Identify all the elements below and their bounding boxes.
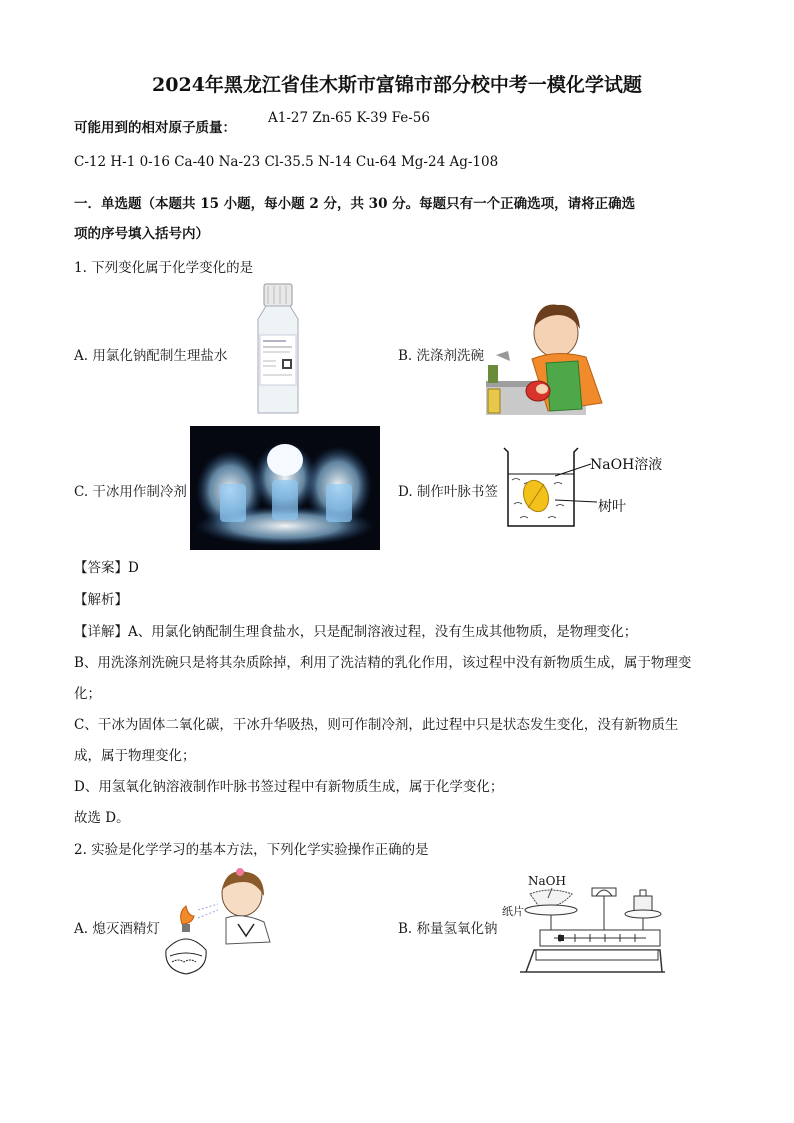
- balance-label-paper: 纸片: [502, 905, 524, 918]
- q1-explanation-line: 成，属于物理变化；: [74, 748, 196, 764]
- atomic-mass-label: 可能用到的相对原子质量：: [74, 120, 236, 136]
- q1-explanation-line: 【详解】A、用氯化钠配制生理食盐水，只是配制溶液过程，没有生成其他物质，是物理变化；: [74, 624, 638, 640]
- saline-bottle-image: [246, 283, 310, 417]
- q1-explanation-line: D、用氢氧化钠溶液制作叶脉书签过程中有新物质生成，属于化学变化；: [74, 779, 504, 795]
- question-1-stem: 1. 下列变化属于化学变化的是: [74, 260, 254, 276]
- q1-option-d: D. 制作叶脉书签: [398, 484, 498, 500]
- alcohol-lamp-image: [160, 866, 272, 978]
- q1-explanation-line: C、干冰为固体二氧化碳，干冰升华吸热，则可作制冷剂，此过程中只是状态发生变化，没有新物质生: [74, 717, 679, 733]
- section-heading-line1: 一．单选题（本题共 15 小题，每小题 2 分，共 30 分。每题只有一个正确选项，请将正确选: [74, 196, 636, 212]
- q1-explanation-line: B、用洗涤剂洗碗只是将其杂质除掉，利用了洗洁精的乳化作用，该过程中没有新物质生成，属于物理变: [74, 655, 692, 671]
- beaker-label-leaf: 树叶: [598, 499, 626, 515]
- washing-dishes-image: [486, 285, 608, 415]
- q1-option-c: C. 干冰用作制冷剂: [74, 484, 187, 500]
- page-title: 2024年黑龙江省佳木斯市富锦市部分校中考一模化学试题: [152, 74, 642, 96]
- section-heading-line2: 项的序号填入括号内）: [74, 226, 209, 242]
- atomic-mass-line2: C-12 H-1 0-16 Ca-40 Na-23 Cl-35.5 N-14 Cu-64 Mg-24 Ag-108: [74, 154, 499, 170]
- q1-analysis-heading: 【解析】: [74, 592, 128, 608]
- q2-option-a: A. 熄灭酒精灯: [74, 921, 160, 937]
- q1-explanation-line: 故选 D。: [74, 810, 130, 826]
- q1-option-a: A. 用氯化钠配制生理盐水: [74, 348, 228, 364]
- q1-answer: 【答案】D: [74, 560, 139, 576]
- question-2-stem: 2. 实验是化学学习的基本方法，下列化学实验操作正确的是: [74, 842, 429, 858]
- dry-ice-image: [190, 426, 380, 550]
- balance-image: [500, 876, 665, 976]
- q2-option-b: B. 称量氢氧化钠: [398, 921, 498, 937]
- atomic-mass-line1: A1-27 Zn-65 K-39 Fe-56: [268, 110, 430, 126]
- balance-label-naoh: NaOH: [528, 874, 566, 888]
- q1-option-b: B. 洗涤剂洗碗: [398, 348, 485, 364]
- beaker-label-naoh-solution: NaOH溶液: [590, 457, 663, 473]
- q1-explanation-line: 化；: [74, 686, 101, 702]
